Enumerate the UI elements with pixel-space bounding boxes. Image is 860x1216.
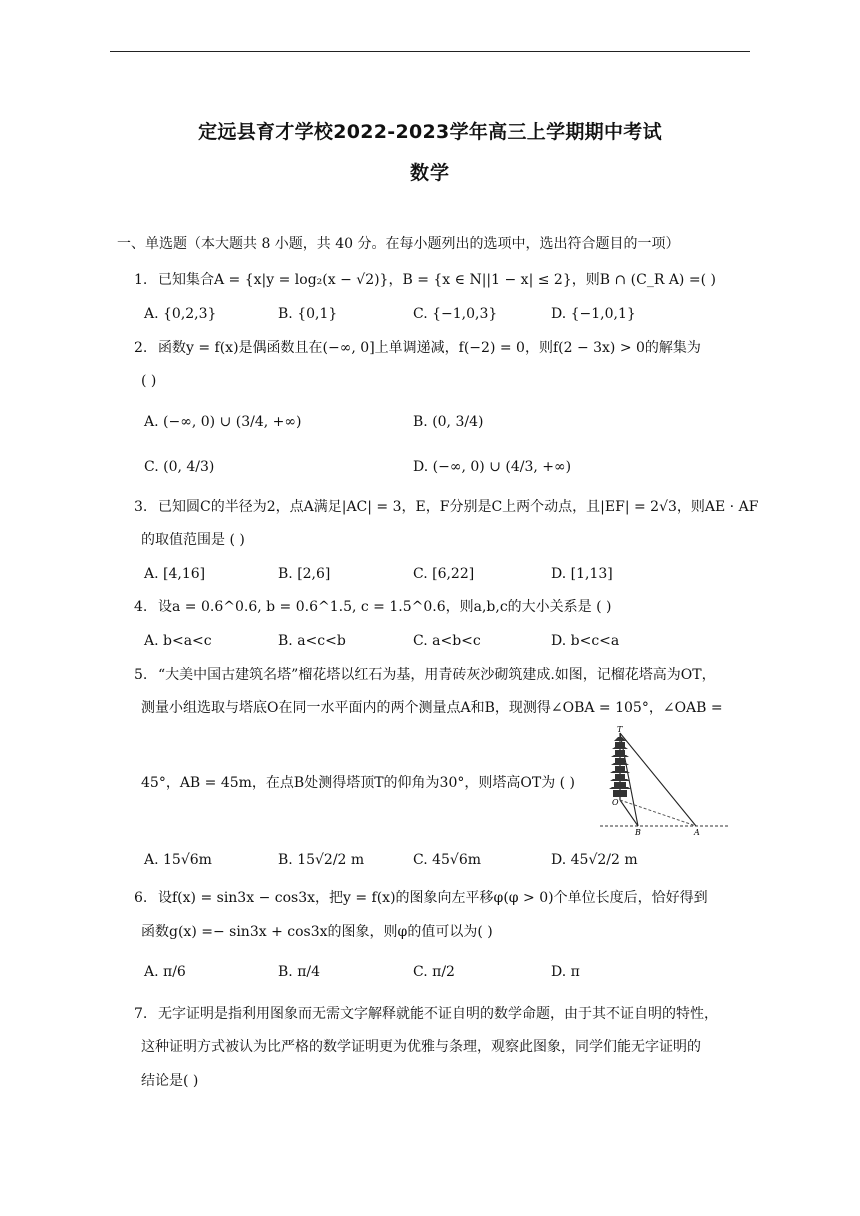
q4-option-b: B. a<c<b — [278, 633, 346, 649]
q5-option-b: B. 15√2/2 m — [278, 852, 365, 868]
label-A: A — [694, 828, 700, 837]
question-number: 5. — [134, 667, 148, 683]
label-T: T — [617, 725, 623, 734]
question-2-stem — [134, 338, 701, 358]
question-6-stem — [134, 888, 708, 908]
q6-option-b: B. π/4 — [278, 964, 321, 980]
q1-option-a: A. {0,2,3} — [144, 306, 217, 322]
question-number: 4. — [134, 599, 148, 615]
q2-option-a: A. (−∞, 0) ∪ (3/4, +∞) — [144, 414, 302, 430]
q3-option-d: D. [1,13] — [551, 566, 613, 582]
q1-option-c: C. {−1,0,3} — [413, 306, 498, 322]
question-number: 2. — [134, 340, 148, 356]
pagoda-triangle-figure — [598, 725, 730, 837]
pagoda-icon — [609, 737, 631, 797]
question-text: 已知圆C的半径为2，点A满足|AC| = 3，E，F分别是C上两个动点，且|EF| = 2√3，则AE · AF — [158, 499, 759, 515]
q6-option-d: D. π — [551, 964, 580, 980]
question-7-stem-cont: 这种证明方式被认为比严格的数学证明更为优雅与条理，观察此图象，同学们能无字证明的 — [141, 1039, 701, 1055]
q2-option-b: B. (0, 3/4) — [413, 414, 484, 430]
label-B: B — [635, 828, 641, 837]
q1-option-b: B. {0,1} — [278, 306, 338, 322]
q6-option-c: C. π/2 — [413, 964, 455, 980]
segment-TA — [620, 733, 696, 826]
subject-title: 数学 — [409, 162, 450, 184]
section-heading: 一、单选题（本大题共 8 小题，共 40 分。在每小题列出的选项中，选出符合题目的一项） — [117, 236, 680, 252]
question-number: 1. — [134, 272, 148, 288]
question-5-stem — [134, 665, 716, 685]
q5-option-a: A. 15√6m — [144, 852, 212, 868]
question-text: 设a = 0.6^0.6, b = 0.6^1.5, c = 1.5^0.6，则a,b,c的大小关系是 ( ) — [158, 599, 612, 615]
q4-option-d: D. b<c<a — [551, 633, 620, 649]
exam-title: 定远县育才学校2022-2023学年高三上学期期中考试 — [198, 121, 662, 143]
question-number: 3. — [134, 499, 148, 515]
question-2-stem-cont: ( ) — [141, 373, 157, 389]
q1-option-d: D. {−1,0,1} — [551, 306, 636, 322]
header-rule — [110, 51, 750, 52]
q2-option-d: D. (−∞, 0) ∪ (4/3, +∞) — [413, 459, 572, 475]
question-5-stem-cont: 测量小组选取与塔底O在同一水平面内的两个测量点A和B，现测得∠OBA = 105°，∠OAB = — [141, 700, 723, 716]
q3-option-a: A. [4,16] — [144, 566, 206, 582]
question-text: 无字证明是指利用图象而无需文字解释就能不证自明的数学命题，由于其不证自明的特性， — [158, 1006, 718, 1022]
question-6-stem-cont: 函数g(x) =− sin3x + cos3x的图象，则φ的值可以为( ) — [141, 924, 493, 940]
q5-option-d: D. 45√2/2 m — [551, 852, 638, 868]
question-3-stem — [134, 497, 758, 517]
segment-OA — [620, 800, 696, 826]
q4-option-c: C. a<b<c — [413, 633, 481, 649]
q3-option-c: C. [6,22] — [413, 566, 475, 582]
question-7-stem-cont2: 结论是( ) — [141, 1073, 199, 1089]
question-text: 函数y = f(x)是偶函数且在(−∞, 0]上单调递减，f(−2) = 0，则f(2 − 3x) > 0的解集为 — [158, 340, 701, 356]
question-text: 设f(x) = sin3x − cos3x，把y = f(x)的图象向左平移φ(φ > 0)个单位长度后，恰好得到 — [158, 890, 708, 906]
question-5-stem-cont2: 45°，AB = 45m，在点B处测得塔顶T的仰角为30°，则塔高OT为 ( ) — [141, 775, 576, 791]
question-1-stem — [134, 270, 716, 290]
question-4-stem — [134, 597, 612, 617]
q6-option-a: A. π/6 — [144, 964, 186, 980]
question-number: 6. — [134, 890, 148, 906]
label-O: O — [612, 798, 619, 807]
question-3-stem-cont: 的取值范围是 ( ) — [141, 532, 245, 548]
question-7-stem — [134, 1004, 718, 1024]
question-text: “大美中国古建筑名塔”榴花塔以红石为基，用青砖灰沙砌筑建成.如图，记榴花塔高为OT， — [158, 667, 716, 683]
q4-option-a: A. b<a<c — [144, 633, 212, 649]
q3-option-b: B. [2,6] — [278, 566, 331, 582]
question-number: 7. — [134, 1006, 148, 1022]
q5-option-c: C. 45√6m — [413, 852, 482, 868]
q2-option-c: C. (0, 4/3) — [144, 459, 215, 475]
question-text: 已知集合A = {x|y = log₂(x − √2)}，B = {x ∈ N||1 − x| ≤ 2}，则B ∩ (C_R A) =( ) — [158, 272, 716, 288]
